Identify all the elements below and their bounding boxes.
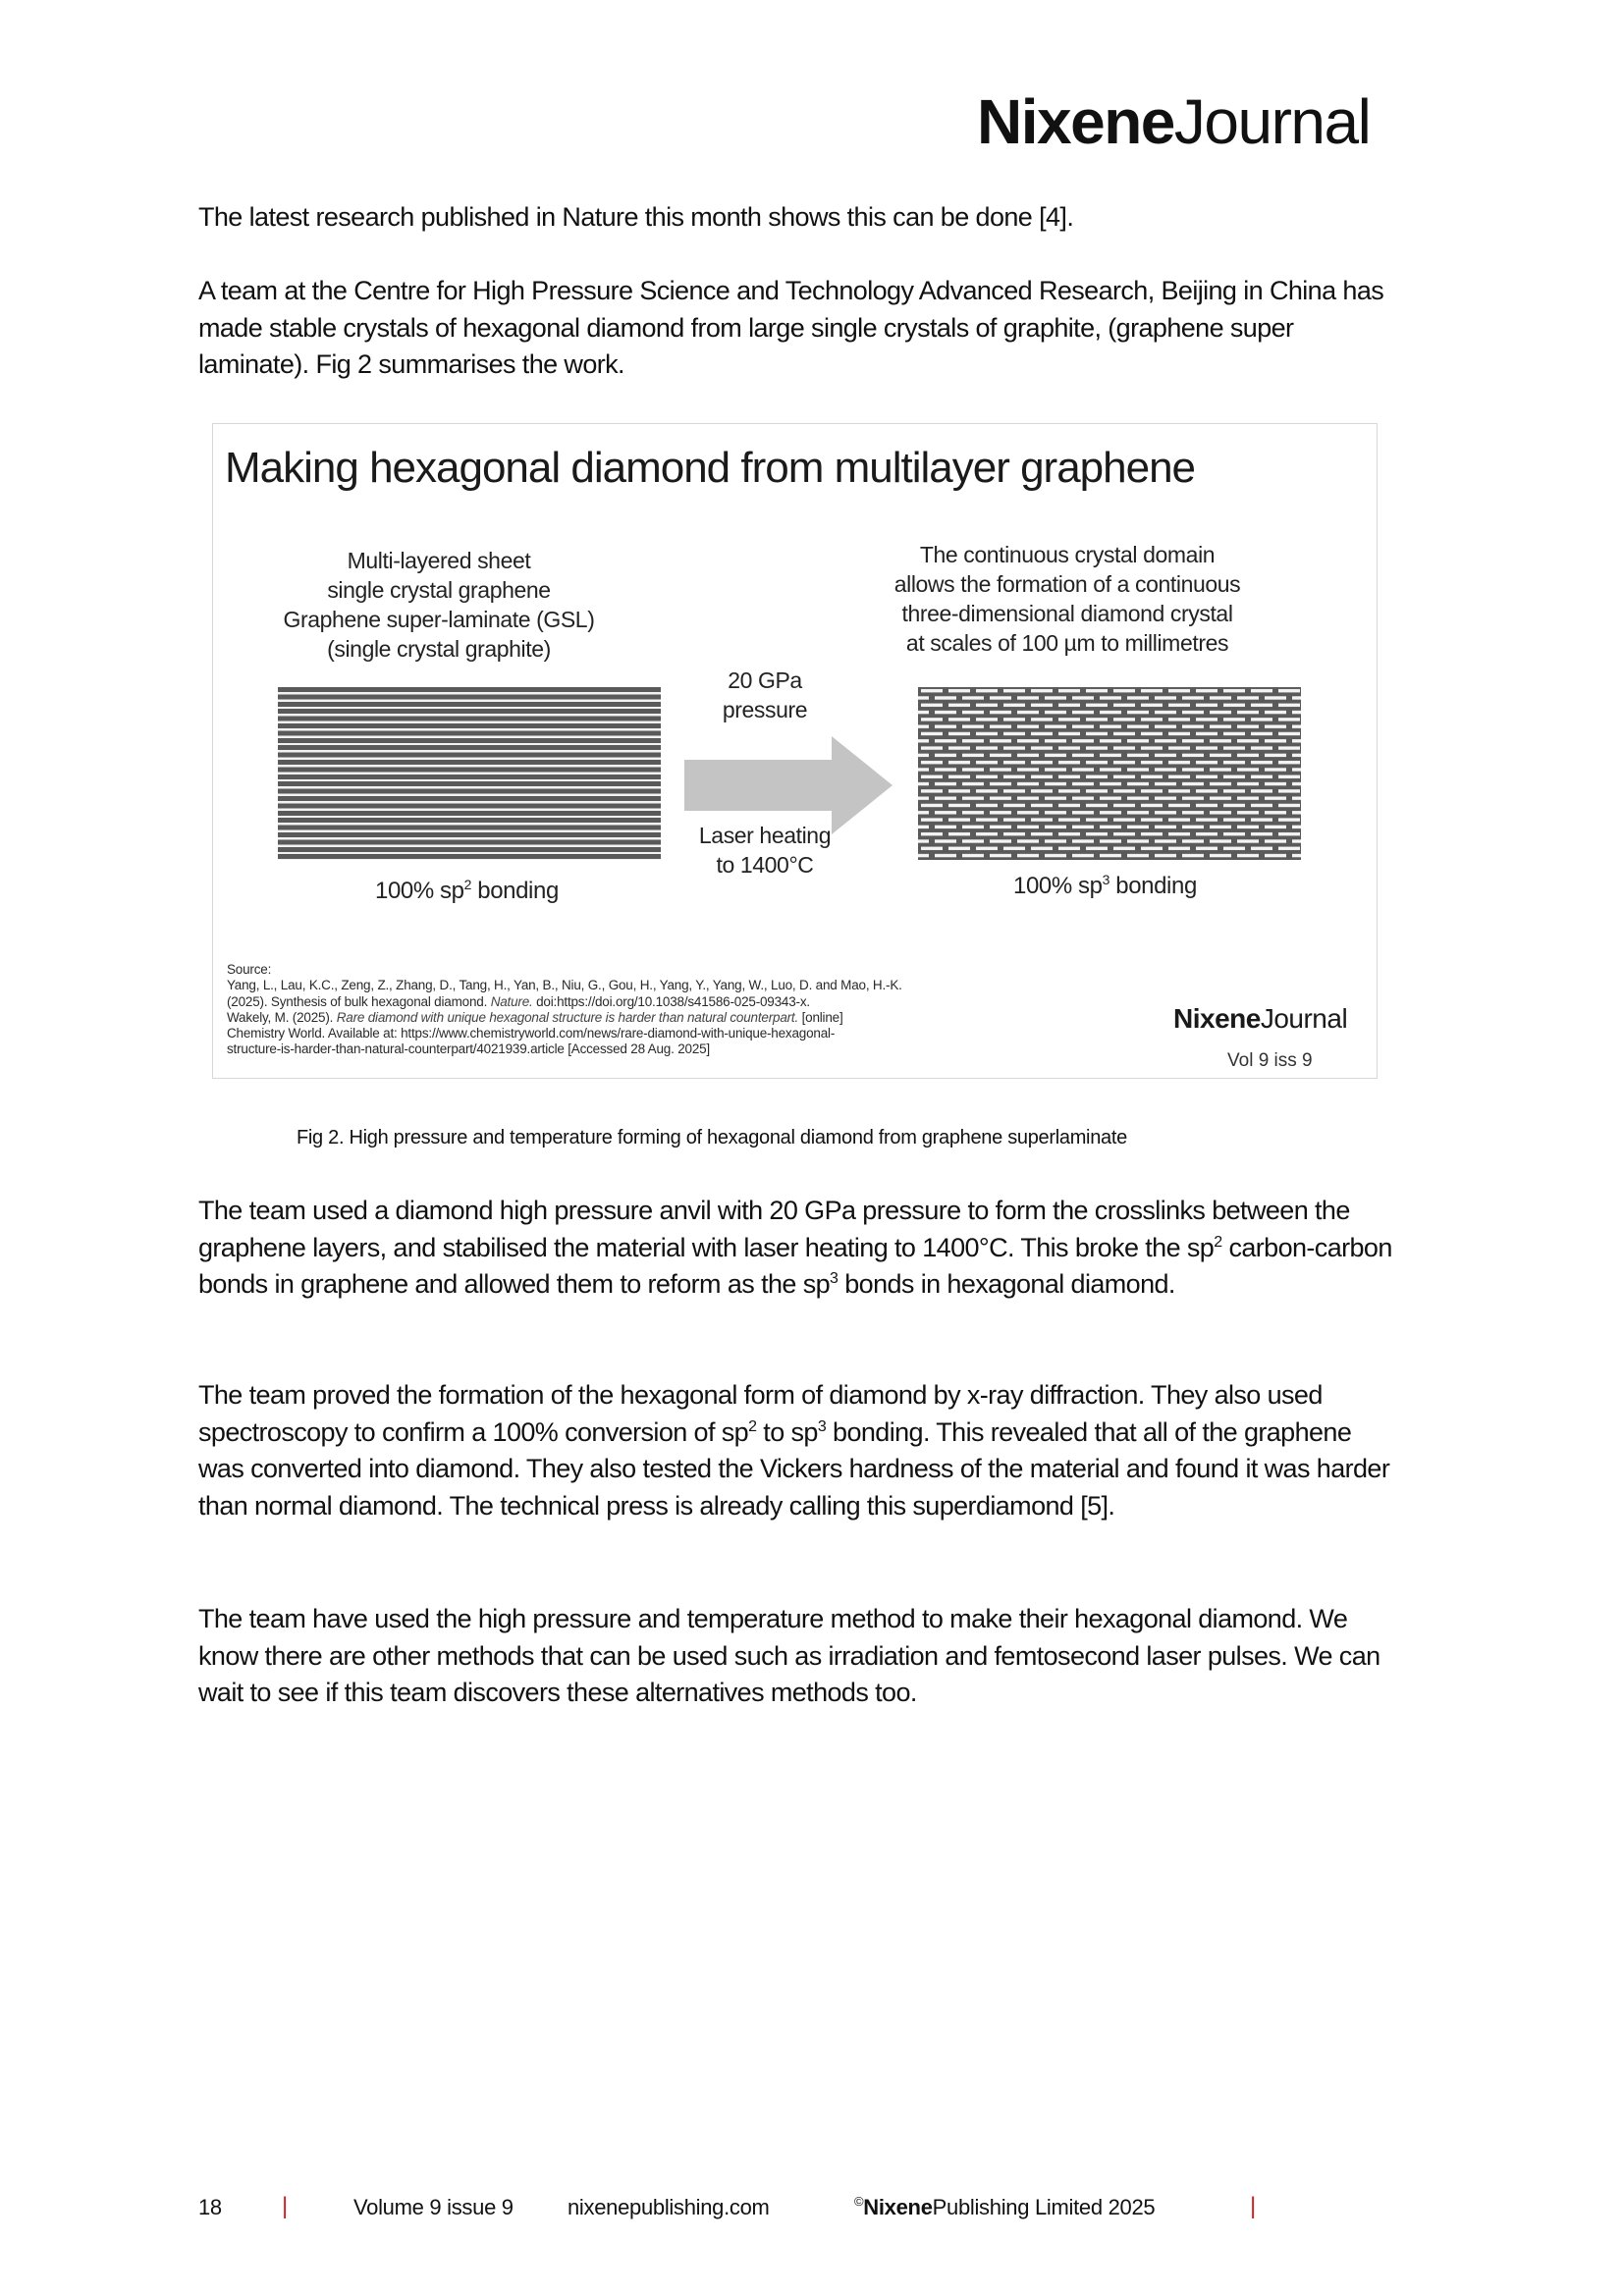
- label-superscript: 2: [463, 877, 471, 892]
- page-number: 18: [198, 2195, 222, 2219]
- diamond-lattice-diagram: [918, 687, 1301, 860]
- footer-issue: Volume 9 issue 9: [353, 2195, 514, 2219]
- text: bonding. This revealed that all of the graphene was converted into diamond. They also tested the Vickers hardness of the material and found it was harder than normal diamond. The technical press is already calling this superdiamond [5].: [198, 1416, 1390, 1521]
- source-doi: doi:https://doi.org/10.1038/s41586-025-09343-x.: [532, 993, 810, 1009]
- superscript: 3: [830, 1270, 839, 1287]
- figure-hexagonal-diamond: [212, 423, 1378, 1079]
- left-label-line: Graphene super-laminate (GSL): [283, 607, 595, 632]
- source-journal: Nature.: [490, 993, 533, 1009]
- left-label-line: single crystal graphene: [327, 577, 551, 603]
- arrow-label-heating: [667, 821, 863, 880]
- logo-bold: Nixene: [1173, 1003, 1261, 1034]
- label-text: 100% sp: [375, 878, 464, 904]
- source-line: [227, 1010, 902, 1026]
- source-text: [online]: [798, 1009, 843, 1025]
- text: bonds in hexagonal diamond.: [838, 1269, 1175, 1299]
- footer-separator: |: [1250, 2193, 1256, 2219]
- graphene-layers-diagram: [278, 687, 661, 860]
- copyright-brand: Nixene: [863, 2195, 933, 2219]
- superscript: 2: [748, 1417, 757, 1435]
- figure-title: Making hexagonal diamond from multilayer graphene: [225, 444, 1196, 492]
- sp2-bonding-label: [375, 878, 559, 905]
- source-text: (2025). Synthesis of bulk hexagonal diamond.: [227, 993, 491, 1009]
- left-label-line: Multi-layered sheet: [347, 548, 531, 573]
- label-text: 100% sp: [1013, 873, 1103, 899]
- superscript: 2: [1214, 1233, 1222, 1251]
- footer-separator: |: [282, 2193, 288, 2219]
- right-label-line: three-dimensional diamond crystal: [901, 601, 1233, 626]
- arrow-label-line: pressure: [722, 697, 808, 722]
- figure-caption: Fig 2. High pressure and temperature forming of hexagonal diamond from graphene superlaminate: [297, 1127, 1127, 1148]
- label-superscript: 3: [1102, 872, 1109, 887]
- arrow-label-pressure: [667, 666, 863, 724]
- paragraph-proof: [198, 1377, 1396, 1524]
- figure-volume-label: Vol 9 iss 9: [1227, 1050, 1313, 1071]
- right-label-line: The continuous crystal domain: [919, 542, 1216, 567]
- sp3-bonding-label: [1013, 873, 1197, 900]
- footer-copyright: [854, 2195, 1155, 2220]
- text: to sp: [756, 1416, 818, 1447]
- arrow-label-line: 20 GPa: [728, 667, 802, 693]
- diamond-brick-pattern-icon: [918, 687, 1301, 860]
- masthead-brand-bold: Nixene: [977, 86, 1174, 157]
- copyright-symbol: ©: [854, 2194, 864, 2209]
- source-line: Yang, L., Lau, K.C., Zeng, Z., Zhang, D., Tang, H., Yan, B., Niu, G., Gou, H., Yang, Y., Yang, W., Luo, D. and Mao, H.-K.: [227, 978, 902, 993]
- arrow-label-line: Laser heating: [698, 823, 832, 848]
- copyright-text: Publishing Limited 2025: [932, 2195, 1156, 2219]
- paragraph-intro: The latest research published in Nature this month shows this can be done [4].: [198, 202, 1074, 232]
- paragraph-team: A team at the Centre for High Pressure Science and Technology Advanced Research, Beijing in China has made stable crystals of hexagonal diamond from large single crystals of graphite, (graphene super laminate). Fig 2 summarises the work.: [198, 276, 1384, 379]
- masthead-brand-regular: Journal: [1173, 86, 1371, 157]
- source-heading: Source:: [227, 962, 272, 977]
- right-label-line: allows the formation of a continuous: [893, 571, 1241, 597]
- figure-source-citation: [227, 962, 902, 1058]
- left-label-line: (single crystal graphite): [327, 636, 551, 662]
- paragraph-method: [198, 1193, 1396, 1304]
- source-article-title: Rare diamond with unique hexagonal structure is harder than natural counterpart.: [336, 1009, 799, 1025]
- process-arrow-icon: [684, 736, 893, 834]
- source-line: structure-is-harder-than-natural-counterpart/4021939.article [Accessed 28 Aug. 2025]: [227, 1041, 710, 1057]
- figure-journal-logo: [1173, 1003, 1347, 1035]
- label-text: bonding: [1109, 873, 1197, 899]
- arrow-label-line: to 1400°C: [716, 852, 814, 878]
- source-line: [227, 994, 902, 1010]
- figure-right-label: [851, 540, 1283, 658]
- logo-regular: Journal: [1260, 1003, 1348, 1034]
- text: The team used a diamond high pressure anvil with 20 GPa pressure to form the crosslinks between the graphene layers, and stabilised the material with laser heating to 1400°C. This broke the sp: [198, 1196, 1350, 1262]
- footer-website-link[interactable]: nixenepublishing.com: [568, 2195, 770, 2219]
- page-footer: [0, 2195, 1623, 2224]
- text: carbon-carbon bonds in graphene and allowed them to reform as the sp: [198, 1232, 1392, 1299]
- text: The team proved the formation of the hexagonal form of diamond by x-ray diffraction. They also used spectroscopy to confirm a 100% conversion of sp: [198, 1380, 1323, 1447]
- figure-left-label: [252, 546, 625, 664]
- source-text: Wakely, M. (2025).: [227, 1009, 337, 1025]
- superscript: 3: [817, 1417, 827, 1435]
- journal-masthead: [977, 86, 1371, 157]
- label-text: bonding: [471, 878, 559, 904]
- right-label-line: at scales of 100 µm to millimetres: [905, 630, 1229, 656]
- paragraph-methods-outlook: The team have used the high pressure and temperature method to make their hexagonal diamond. We know there are other methods that can be used such as irradiation and femtosecond laser pulses. We can wait to see if this team discovers these alternatives methods too.: [198, 1604, 1380, 1707]
- source-line: Chemistry World. Available at: https://www.chemistryworld.com/news/rare-diamond-with-unique-hexagonal-: [227, 1026, 836, 1041]
